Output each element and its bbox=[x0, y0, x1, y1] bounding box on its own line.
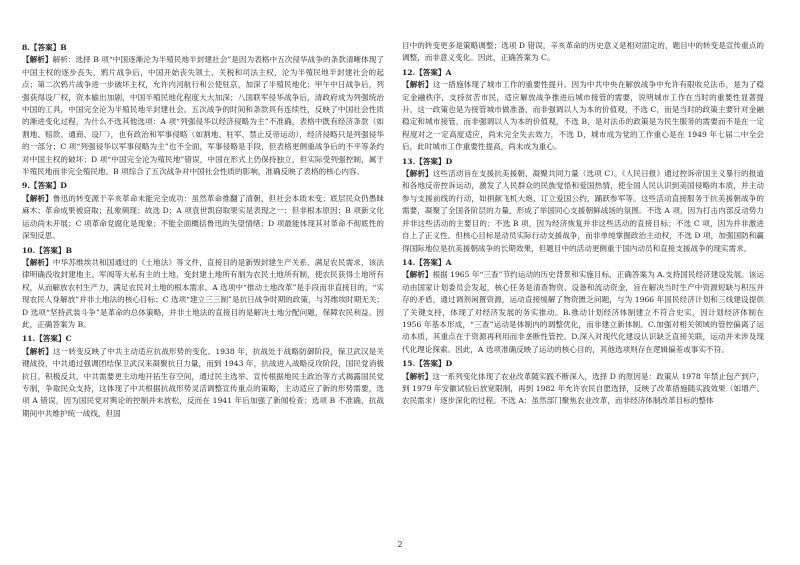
explanation-label: 【解析】 bbox=[402, 270, 433, 280]
explanation-text: 这一系列变化体现了农业改革随实践不断深入，选择 D 的原因是：政策从 1978 年禁止包产到户，到 1979 年安徽试验后放宽限制，再到 1982 年允许农民自愿选择，反映了改革措施随实践效果（如增产、农民需求）逐步深化的过程。不选 A：虽然部门聚焦农业改革，而非经济体制改革目标的整体 bbox=[402, 371, 764, 406]
explanation-text: 根据 1965 年“三查”节约运动的历史背景和实施目标，正确答案为 A.支持国民经济建设发展。该运动由国家计划委员会发起，核心任务是清查物资、设备和流动资金，旨在解决当时生产中资源短缺与积压并存的矛盾，通过调剂闲置资源，运动直接缓解了物资匮乏问题，与为 1966 年国民经济计划和三线建设提供了关键支持，体现了对经济发展的务实推动。B.推动计划经济体制建立不符合史实，因计划经济体制在 1956 年基本形成，“三查”运动是体制内的调整优化，而非建立新体制。C.加强对相关领域的管控偏离了运动本质，其重点在于资源再利用而非垄断性管控。D.深入对现代化建设认识缺乏直接关联，运动并未涉及现代化理论探索。因此，A 选项准确反映了运动的核心目的，其他选项则存在逻辑偏差或事实不符。 bbox=[402, 270, 764, 354]
explanation-label: 【解析】 bbox=[22, 55, 53, 65]
right-column bbox=[402, 40, 764, 408]
explanation-paragraph bbox=[402, 168, 764, 255]
explanation-label: 【解析】 bbox=[22, 193, 53, 203]
answer-heading: 8.【答案】B bbox=[22, 43, 67, 52]
continuation-text: 目中的转变更多是策略调整；选项 D 错误，辛亥革命的历史意义是相对固定的，题目中的转变是宣传重点的调整，而非意义变化。因此，正确答案为 C。 bbox=[402, 41, 764, 63]
explanation-label: 【解析】 bbox=[22, 257, 53, 267]
explanation-paragraph bbox=[402, 371, 764, 408]
explanation-text: 这一措施体现了城市工作的重要性提升。因为中共中央在解放战争中允许有限收兑法币，是为了稳定金融秩序，支持贫苦市民，适应解放战争推进后城市接管的需要，说明城市工作在当时的重要性显著提升，这一政策也是为接管城市做准备，而非强调以人为本的价值观，不选 C，而是当时的政策主要针对金融稳定和城市接管，而非强调以人为本的价值观，不选 B，是对法币的政策是为民生服务的需要而不是在一定程度对之一定高度适应，尚未完全失去效力，不选 D，城市成为党的工作重心是在 1949 年七届二中全会后，此时城市工作重要性提高，尚未成为重心。 bbox=[402, 80, 765, 152]
explanation-text: 这一转变反映了中共主动适应抗战形势的变化。1938 年，抗战处于战略防御阶段，保卫武汉是关键战役，中共通过强调团结保卫武汉来凝聚抗日力量，而到 1943 年，抗战进入战略反攻阶段，国民党消极抗日、积极反共，中共需要更主动地开拓生存空间，通过民主选举、宣传根据地民主政治等方式揭露国民党专制，争取民众支持，这体现了中共根据抗战形势灵活调整宣传重点的策略，主动适应了新的形势需要，选项 A 错误，因为国民党对舆论的控制并未放松，反而在 1941 年后加强了新闻检查；选项 B 不准确，抗战期间中共维护统一战线，但国 bbox=[22, 346, 384, 418]
answer-heading: 14.【答案】A bbox=[402, 257, 452, 267]
left-column bbox=[22, 40, 384, 420]
answer-heading: 13.【答案】D bbox=[402, 156, 453, 166]
explanation-label: 【解析】 bbox=[22, 346, 53, 356]
explanation-paragraph bbox=[402, 269, 764, 356]
explanation-paragraph bbox=[22, 257, 384, 331]
explanation-label: 【解析】 bbox=[402, 80, 433, 90]
explanation-paragraph bbox=[22, 193, 384, 243]
explanation-text: 鲁迅的转变源于辛亥革命未能完全成功：虽然革命推翻了清朝，但社会本质未变；底层民众仍愚昧麻木；革命成果被窃取；乱象频现；故选 D；A 项袁世凯窃取果实是表现之一；但非根本原因；B 项新文化运动尚未开展；C 项革命党腐化是现象；不能全面概括鲁迅的失望情绪；D 项最能体现其对革命不彻底性的深刻反思。 bbox=[22, 193, 385, 241]
explanation-text: 中华苏维埃共和国通过的《土地法》等文件，直接目的是新毁封建生产关系、满足农民需求，该法律明确没收封建地主、军阀等大私有主的土地，变封建土地所有制为农民土地所有制，使农民获得土地所有权，从而解放农村生产力，满足农民对土地的根本需求。A 选项中“推动土地改革”是手段而非直接目的，“实现农民人身解放”并非土地法的核心目标；C 选项“建立三三制”是抗日战争时期的政策，与苏维埃时期无关；D 选项“坚持武装斗争”是革命的总体策略，并非土地法的直接目的是解决土地分配问题，保障农民利益。因此，正确答案为 B。 bbox=[22, 257, 385, 329]
explanation-text: 解析：选择 B 项“中国逐渐沦为半殖民地半封建社会”是因为表格中五次侵华战争的条款清晰体现了中国主权的逐步丧失，鸦片战争后，中国开始丧失领土、关税和司法主权，沦为半殖民地半封建社会的起点；第二次鸦片战争进一步破坏主权，允许内河航行和公使驻京，加深了半殖民地化；甲午中日战争后，列强获得设厂权，资本输出加剧，中国半殖民地化程度大大加深；八国联军侵华战争后，清政府成为列强统治中国的工具，中国完全沦为半殖民地半封建社会。五次战争的时间和条款具有连续性，反映了中国社会性质的渐进变化过程，为什么不选其他选项：A 项“列强侵华以经济侵略为主”不准确，表格中既有经济条款（如割地、赔款、通商、设厂），也有政治和军事侵略（如割地、驻军、禁止反帝运动），经济侵略只是列强侵华的一部分；C 项“列强侵华以军事侵略为主”也不全面，军事侵略是手段，但表格更侧重战争后的不平等条约对中国主权的破坏；D 项“中国完全沦为殖民地”错误，中国在形式上仍保持独立，但实际受列强控制，属于半殖民地而非完全殖民地。B 项综合了五次战争对中国社会性质的影响，准确反映了表格的核心内容。 bbox=[22, 55, 385, 177]
answer-heading: 9.【答案】D bbox=[22, 181, 67, 191]
answer-heading: 10.【答案】B bbox=[22, 245, 73, 255]
answer-heading: 15.【答案】D bbox=[402, 359, 453, 369]
explanation-paragraph bbox=[402, 79, 764, 153]
explanation-paragraph bbox=[22, 346, 384, 420]
explanation-paragraph bbox=[22, 54, 384, 178]
explanation-text: 这些活动旨在支援抗美援朝，凝聚共同力量（选项 C）。《人民日报》通过控诉帝国主义暴行的报道和各地反帝控诉运动，激发了人民群众的民族觉悟和爱国热情，使全国人民认识到美国侵略的本质，并主动参与支援前线的行动，如捐献飞机大炮，订立爱国公约，踊跃参军等。这些活动直接服务于抗美援朝战争的需要，凝聚了全国各阶层的力量，形成了举国同心支援朝鲜战场的氛围。不选 A 项，因为打击内部反动势力并非这些活动的主要目的；不选 B 项，因为经济恢复并非这些活动的直接目标；不选 C 项，因为并非激进自上了正义性。但核心目标是动员实际行动支援战争，而非单纯掌握政治主动权，不选 D 项，加强国防和赢得国际地位是抗美援朝战争的长期效果，但题目中的活动更侧重于国内动员和直接支援战争的现实需求。 bbox=[402, 169, 764, 253]
explanation-label: 【解析】 bbox=[402, 371, 433, 381]
answer-heading: 12.【答案】A bbox=[402, 67, 452, 77]
page-number: 2 bbox=[397, 540, 403, 549]
answer-heading: 11.【答案】C bbox=[22, 334, 72, 344]
explanation-label: 【解析】 bbox=[402, 169, 433, 179]
